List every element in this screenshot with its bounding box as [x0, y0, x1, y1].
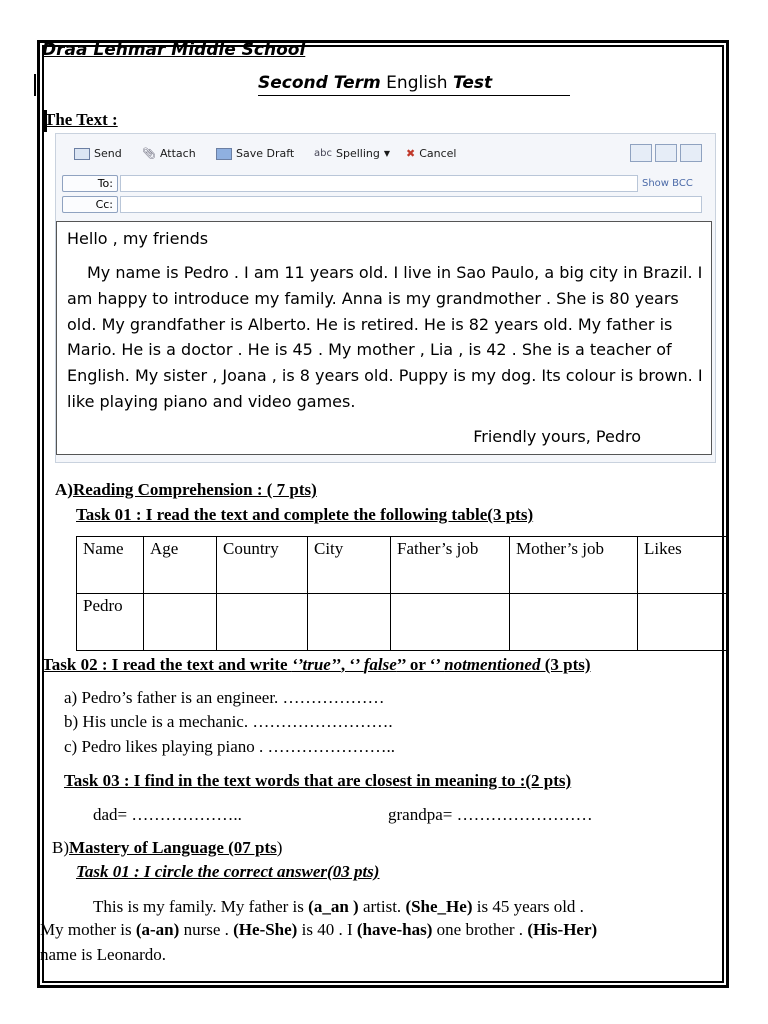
test-title-part3: Test — [452, 73, 493, 93]
spelling-label: Spelling — [335, 147, 380, 160]
task-3-heading: Task 03 : I find in the text words that are closest in meaning to :(2 pts) — [64, 771, 572, 790]
table-header-cell: Country — [217, 537, 308, 594]
section-a-heading — [55, 480, 317, 500]
chevron-down-icon: ▼ — [383, 149, 390, 158]
letter-greeting: Hello , my friends — [67, 229, 209, 248]
table-cell — [391, 594, 510, 651]
show-bcc-link: Show BCC — [642, 178, 693, 189]
test-title-part2: English — [386, 73, 448, 93]
exercise-text: is 45 years old . — [472, 897, 584, 916]
section-b-prefix: B) — [52, 838, 69, 857]
table-header-row — [77, 537, 729, 594]
section-b-close: ) — [276, 838, 283, 857]
letter-signature: Friendly yours, Pedro — [473, 427, 641, 446]
exercise-text: is 40 . I — [297, 920, 357, 939]
test-title — [258, 73, 492, 93]
statement-b: b) His uncle is a mechanic. ……………………. — [64, 712, 393, 731]
table-header-cell: Father’s job — [391, 537, 510, 594]
letter-body: My name is Pedro . I am 11 years old. I live in Sao Paulo, a big city in Brazil. I am happy to introduce my family. Anna is my grandmother . She is 80 years old. My grandfather is Alberto. He is retired. He is 82 years old. My father is Mario. He is a doctor . He is 45 . My mother , Lia , is 42 . She is a teacher of English. My sister , Joana , is 8 years old. Puppy is my dog. Its colour is brown. I like playing piano and video games. — [67, 263, 703, 411]
cancel-label: Cancel — [419, 147, 457, 160]
letter-box — [56, 221, 712, 455]
task-2-points: (3 pts) — [540, 655, 591, 674]
choice: (His-Her) — [527, 920, 598, 939]
email-toolbar — [56, 140, 716, 168]
task-2-true: ‘’true’’ — [291, 655, 341, 674]
cc-button: Cc: — [62, 196, 118, 213]
exercise-text: My mother is — [40, 920, 136, 939]
spelling-button — [314, 147, 390, 160]
choice: (a-an) — [135, 920, 180, 939]
spelling-icon: abc — [314, 148, 332, 159]
choice: (He-She) — [233, 920, 298, 939]
cancel-button — [406, 147, 456, 160]
table-cell — [217, 594, 308, 651]
exercise-text: one brother . — [432, 920, 528, 939]
envelope-icon — [630, 144, 652, 162]
send-icon — [74, 148, 90, 160]
table-header-cell: City — [308, 537, 391, 594]
table-cell — [638, 594, 729, 651]
section-b-title: Mastery of Language (07 pts — [69, 838, 277, 857]
exercise-line-2 — [40, 920, 597, 940]
school-name: Draa Lehmar Middle School — [42, 40, 306, 60]
exercise-line-1 — [93, 897, 584, 917]
table-cell — [144, 594, 217, 651]
task-2-notmentioned: notmentioned — [444, 655, 541, 674]
table-header-cell: Mother’s job — [510, 537, 638, 594]
info-table — [76, 536, 729, 651]
title-underline — [258, 95, 570, 96]
phone-icon — [680, 144, 702, 162]
grandpa-answer: grandpa= …………………… — [388, 805, 593, 824]
test-title-part1: Second Term — [258, 73, 381, 93]
section-b-heading — [52, 838, 282, 858]
to-field — [120, 175, 638, 192]
save-draft-label: Save Draft — [236, 147, 295, 160]
send-label: Send — [94, 147, 122, 160]
section-a-title: Reading Comprehension : ( 7 pts) — [72, 480, 317, 499]
table-cell — [510, 594, 638, 651]
exercise-line-3: name is Leonardo. — [40, 945, 167, 964]
table-header-cell: Name — [77, 537, 144, 594]
statement-a: a) Pedro’s father is an engineer. ……………… — [64, 688, 385, 707]
statement-c: c) Pedro likes playing piano . ………………….. — [64, 737, 395, 756]
exercise-text: nurse . — [179, 920, 234, 939]
attach-button — [142, 147, 196, 160]
task-2-or: ’’ or ‘’ — [396, 655, 445, 674]
attach-label: Attach — [159, 147, 196, 160]
save-icon — [216, 148, 232, 160]
cancel-icon: ✖ — [406, 147, 416, 160]
text-cursor-mark — [34, 74, 36, 96]
exercise-text: artist. — [358, 897, 406, 916]
paperclip-icon: 📎︎ — [142, 147, 156, 160]
task-2-text: Task 02 : I read the text and write — [42, 655, 292, 674]
task-2-sep: , ‘’ — [340, 655, 364, 674]
task-2-heading — [42, 655, 591, 675]
table-cell — [308, 594, 391, 651]
chat-icon — [655, 144, 677, 162]
section-a-prefix: A) — [55, 480, 73, 499]
to-button: To: — [62, 175, 118, 192]
text-label: The Text : — [44, 110, 118, 129]
save-draft-button — [216, 147, 294, 160]
send-button — [74, 147, 122, 160]
section-b-task-1: Task 01 : I circle the correct answer(03 pts) — [76, 862, 380, 881]
dad-answer: dad= ……………….. — [93, 805, 242, 824]
table-row — [77, 594, 729, 651]
task-2-false: false — [363, 655, 397, 674]
cc-field — [120, 196, 702, 213]
table-cell: Pedro — [77, 594, 144, 651]
table-header-cell: Likes — [638, 537, 729, 594]
table-header-cell: Age — [144, 537, 217, 594]
task-1-heading: Task 01 : I read the text and complete the following table(3 pts) — [76, 505, 534, 524]
toolbar-right-icons — [630, 144, 702, 162]
exercise-text: This is my family. My father is — [93, 897, 309, 916]
choice: (a_an ) — [308, 897, 359, 916]
choice: (have-has) — [356, 920, 433, 939]
choice: (She_He) — [405, 897, 473, 916]
